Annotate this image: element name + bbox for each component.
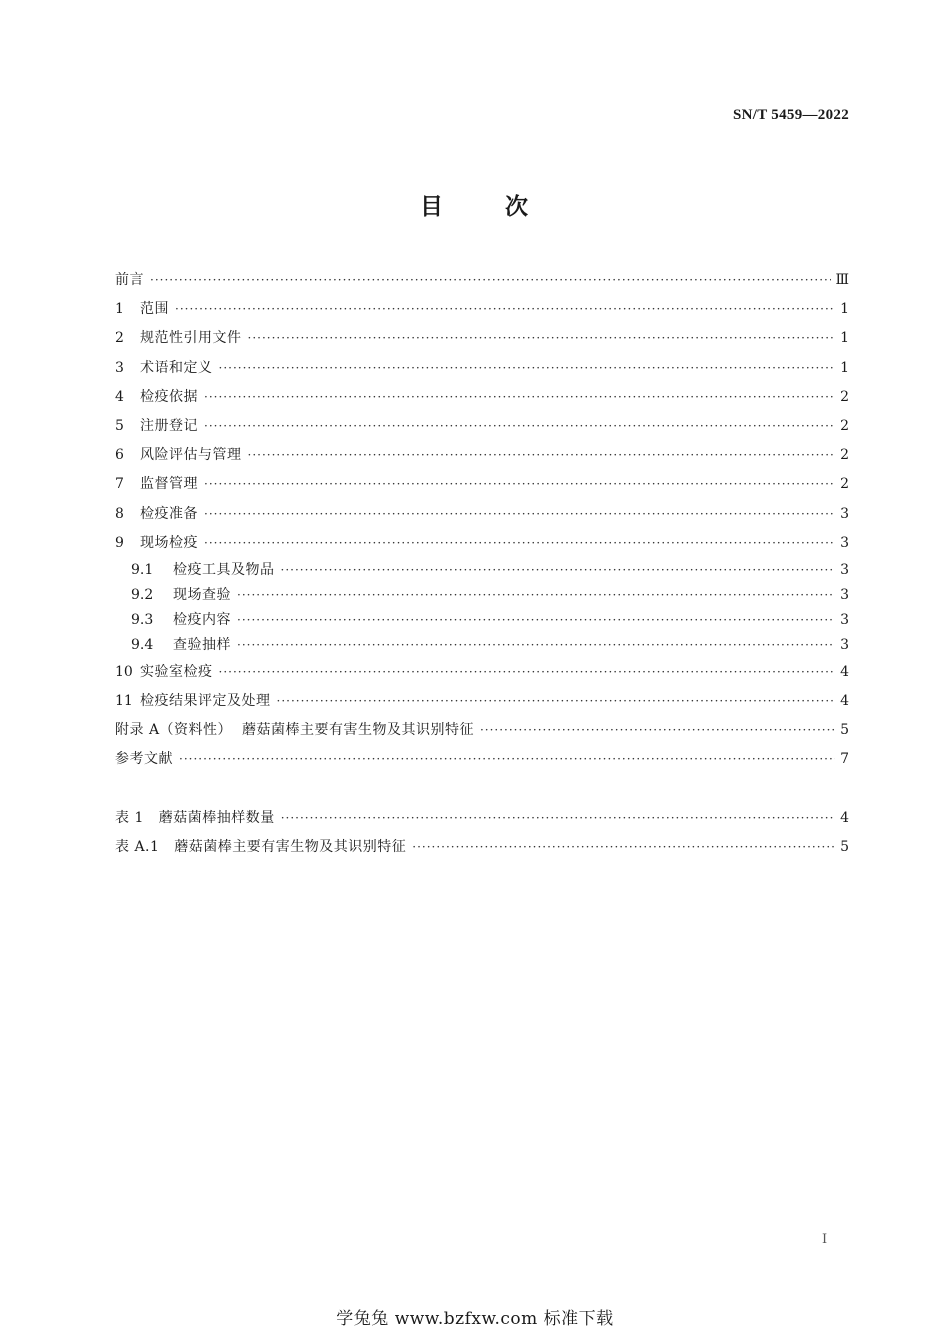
toc-leader-dots: [204, 383, 835, 412]
toc-leader-dots: [179, 745, 835, 774]
toc-entry-page: 3: [840, 586, 849, 603]
table-of-contents: [115, 266, 849, 862]
toc-entry-title: 表 A.1 蘑菇菌棒主要有害生物及其识别特征: [115, 838, 407, 855]
toc-entry-title: 术语和定义: [140, 359, 213, 376]
toc-entry[interactable]: [115, 583, 849, 608]
toc-entry[interactable]: [115, 833, 849, 862]
toc-entry[interactable]: [115, 529, 849, 558]
toc-entry-number: 9.4: [131, 636, 154, 653]
toc-leader-dots: [219, 354, 836, 383]
toc-gap: [115, 775, 849, 804]
toc-leader-dots: [204, 412, 835, 441]
page-number: Ⅰ: [822, 1232, 828, 1247]
toc-leader-dots: [150, 266, 831, 295]
toc-entry[interactable]: [115, 324, 849, 353]
toc-leader-dots: [480, 716, 835, 745]
toc-entry[interactable]: [115, 266, 849, 295]
toc-entry-number: 2: [115, 330, 124, 347]
toc-entry-title: 检疫工具及物品: [173, 561, 275, 578]
toc-entry-title: 规范性引用文件: [140, 330, 242, 347]
toc-entry-number: 4: [115, 388, 124, 405]
toc-entry[interactable]: [115, 354, 849, 383]
toc-entry-number: 10: [115, 663, 133, 680]
toc-entry-page: 4: [840, 693, 849, 710]
toc-entry[interactable]: [115, 295, 849, 324]
toc-entry-title: 风险评估与管理: [140, 447, 242, 464]
toc-entry-title: 检疫内容: [173, 611, 231, 628]
toc-entry-title: 监督管理: [140, 476, 198, 493]
toc-entry-number: 9: [115, 534, 124, 551]
toc-entry-page: 3: [840, 636, 849, 653]
toc-entry-title: 前言: [115, 272, 144, 288]
toc-entry-page: 5: [840, 722, 849, 739]
toc-leader-dots: [281, 804, 835, 833]
toc-entry-title: 现场查验: [173, 586, 231, 603]
toc-entry-page: 3: [840, 534, 849, 551]
toc-entry-page: 2: [840, 388, 849, 405]
toc-entry[interactable]: [115, 558, 849, 583]
toc-leader-dots: [175, 295, 835, 324]
toc-entry-number: 11: [115, 693, 133, 710]
toc-entry-page: 2: [840, 417, 849, 434]
toc-entry-title: 实验室检疫: [140, 663, 213, 680]
toc-entry-title: 检疫结果评定及处理: [140, 693, 271, 710]
toc-entry[interactable]: [115, 470, 849, 499]
toc-entry-title: 现场检疫: [140, 534, 198, 551]
footer-watermark: 学兔兔 www.bzfxw.com 标准下载: [336, 1309, 614, 1329]
toc-leader-dots: [237, 633, 835, 658]
toc-entry-page: Ⅲ: [835, 272, 849, 288]
toc-entry[interactable]: [115, 716, 849, 745]
toc-entry[interactable]: [115, 383, 849, 412]
toc-entry-page: 4: [840, 809, 849, 826]
standard-code: SN/T 5459—2022: [732, 107, 849, 123]
toc-entry[interactable]: [115, 658, 849, 687]
toc-entry[interactable]: [115, 745, 849, 774]
toc-entry[interactable]: [115, 687, 849, 716]
toc-entry-title: 表 1 蘑菇菌棒抽样数量: [115, 809, 275, 826]
toc-entry-number: 6: [115, 447, 124, 464]
toc-leader-dots: [248, 441, 836, 470]
toc-entry-page: 1: [840, 330, 849, 347]
toc-entry[interactable]: [115, 804, 849, 833]
toc-leader-dots: [248, 324, 836, 353]
toc-entry-title: 范围: [140, 301, 169, 318]
toc-entry[interactable]: [115, 412, 849, 441]
toc-entry-page: 3: [840, 611, 849, 628]
toc-entry-title: 检疫准备: [140, 505, 198, 522]
toc-entry-page: 2: [840, 476, 849, 493]
toc-entry-page: 1: [840, 301, 849, 318]
toc-entry-page: 1: [840, 359, 849, 376]
toc-entry-page: 3: [840, 505, 849, 522]
toc-entry-page: 5: [840, 838, 849, 855]
toc-entry-number: 7: [115, 476, 124, 493]
toc-entry-number: 9.1: [131, 561, 154, 578]
toc-entry-page: 3: [840, 561, 849, 578]
toc-entry-title: 检疫依据: [140, 388, 198, 405]
toc-entries: [115, 266, 849, 775]
toc-leader-dots: [204, 470, 835, 499]
toc-leader-dots: [204, 500, 835, 529]
toc-entry-number: 9.2: [131, 586, 154, 603]
toc-leader-dots: [237, 608, 835, 633]
toc-entry-title: 查验抽样: [173, 636, 231, 653]
toc-leader-dots: [219, 658, 836, 687]
toc-entry[interactable]: [115, 500, 849, 529]
toc-entry-page: 7: [840, 751, 849, 768]
toc-leader-dots: [277, 687, 836, 716]
toc-entry-title: 参考文献: [115, 751, 173, 768]
page-title: 目 次: [419, 194, 531, 220]
toc-entry-number: 1: [115, 301, 124, 318]
toc-entry-number: 3: [115, 359, 124, 376]
toc-entry-number: 9.3: [131, 611, 154, 628]
toc-entry[interactable]: [115, 633, 849, 658]
toc-leader-dots: [412, 833, 835, 862]
toc-leader-dots: [237, 583, 835, 608]
toc-leader-dots: [281, 558, 836, 583]
toc-entry-title: 附录 A（资料性） 蘑菇菌棒主要有害生物及其识别特征: [115, 722, 474, 739]
toc-leader-dots: [204, 529, 835, 558]
toc-entry-title: 注册登记: [140, 417, 198, 434]
toc-entry-page: 4: [840, 663, 849, 680]
toc-entry-number: 5: [115, 417, 124, 434]
toc-entry-number: 8: [115, 505, 124, 522]
toc-entry[interactable]: [115, 441, 849, 470]
table-list: [115, 804, 849, 862]
toc-entry-page: 2: [840, 447, 849, 464]
toc-entry[interactable]: [115, 608, 849, 633]
